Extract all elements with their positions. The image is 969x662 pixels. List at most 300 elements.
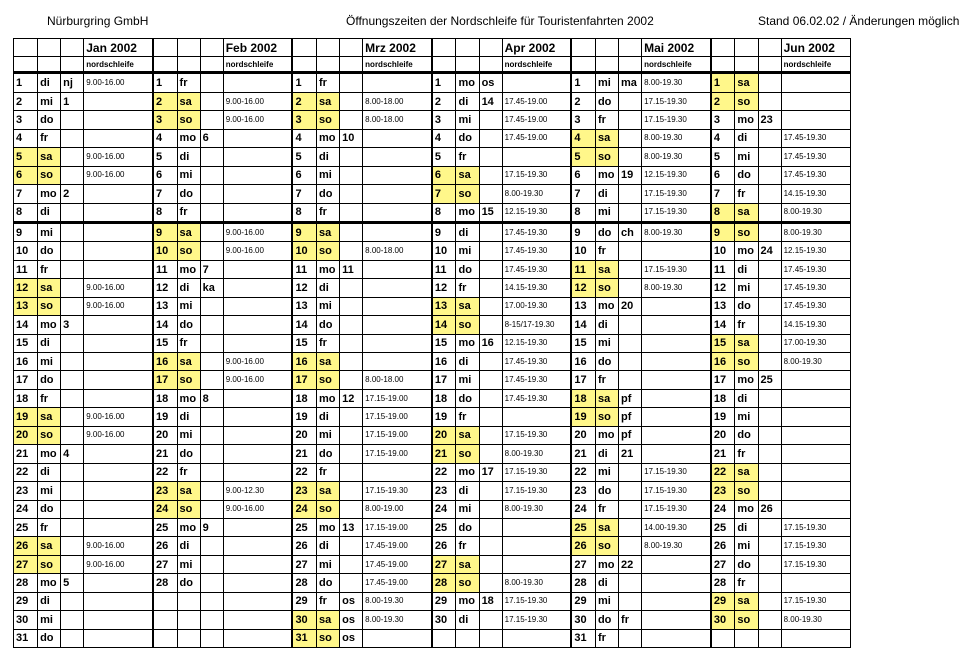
opening-hours xyxy=(781,389,850,407)
day-note xyxy=(200,166,223,184)
opening-hours xyxy=(363,203,432,222)
day-note xyxy=(61,279,84,297)
opening-hours xyxy=(502,629,571,647)
day-note xyxy=(200,426,223,444)
weekday: mo xyxy=(38,445,61,463)
opening-hours: 8.00-19.00 xyxy=(363,500,432,518)
opening-hours: 8.00-18.00 xyxy=(363,242,432,260)
day-number: 17 xyxy=(571,371,595,389)
weekday: mi xyxy=(38,222,61,241)
sub-header-blank xyxy=(456,57,479,73)
day-number: 4 xyxy=(14,129,38,147)
opening-hours: 17.15-19.30 xyxy=(502,611,571,629)
day-number: 18 xyxy=(432,389,456,407)
sub-header-blank xyxy=(177,57,200,73)
weekday: mo xyxy=(456,203,479,222)
opening-hours: 14.15-19.30 xyxy=(781,185,850,203)
weekday: sa xyxy=(38,279,61,297)
day-note xyxy=(200,73,223,92)
day-number: 12 xyxy=(14,279,38,297)
weekday: mi xyxy=(456,500,479,518)
day-number: 24 xyxy=(571,500,595,518)
opening-hours xyxy=(223,279,292,297)
day-note xyxy=(619,92,642,110)
opening-hours: 17.15-19.30 xyxy=(642,203,711,222)
day-note xyxy=(340,203,363,222)
weekday: fr xyxy=(317,203,340,222)
weekday: mi xyxy=(177,297,200,315)
opening-hours xyxy=(223,463,292,481)
day-number: 13 xyxy=(292,297,316,315)
opening-hours xyxy=(223,611,292,629)
day-note xyxy=(619,500,642,518)
day-number: 25 xyxy=(571,518,595,536)
day-number: 10 xyxy=(153,242,177,260)
weekday: mo xyxy=(38,574,61,592)
opening-hours: 8.00-19.30 xyxy=(781,222,850,241)
opening-hours xyxy=(502,408,571,426)
opening-hours xyxy=(84,92,153,110)
weekday: mi xyxy=(38,353,61,371)
day-number: 30 xyxy=(14,611,38,629)
day-note xyxy=(61,555,84,573)
month-header-blank xyxy=(456,39,479,57)
day-number: 23 xyxy=(153,482,177,500)
day-note xyxy=(758,129,781,147)
weekday: fr xyxy=(735,316,758,334)
weekday: fr xyxy=(317,73,340,92)
weekday: do xyxy=(735,297,758,315)
weekday: fr xyxy=(38,518,61,536)
opening-hours xyxy=(642,297,711,315)
opening-hours xyxy=(642,426,711,444)
opening-hours xyxy=(781,73,850,92)
day-note xyxy=(758,445,781,463)
weekday: di xyxy=(317,537,340,555)
day-number xyxy=(153,611,177,629)
day-number: 4 xyxy=(571,129,595,147)
day-number: 27 xyxy=(432,555,456,573)
day-number: 30 xyxy=(571,611,595,629)
opening-hours xyxy=(642,389,711,407)
weekday: so xyxy=(456,316,479,334)
opening-hours: 17.45-19.30 xyxy=(781,260,850,278)
day-number: 16 xyxy=(292,353,316,371)
weekday: mo xyxy=(595,297,618,315)
day-number: 21 xyxy=(292,445,316,463)
day-number: 11 xyxy=(432,260,456,278)
weekday: do xyxy=(38,111,61,129)
day-note xyxy=(61,389,84,407)
month-header: Feb 2002 xyxy=(223,39,292,57)
opening-hours: 17.15-19.30 xyxy=(642,92,711,110)
day-note xyxy=(200,371,223,389)
day-note xyxy=(758,574,781,592)
day-number: 20 xyxy=(14,426,38,444)
day-number xyxy=(711,629,735,647)
opening-hours xyxy=(223,166,292,184)
opening-hours xyxy=(363,334,432,352)
day-number: 1 xyxy=(571,73,595,92)
day-number: 28 xyxy=(571,574,595,592)
month-header-blank xyxy=(292,39,316,57)
opening-hours: 9.00-16.00 xyxy=(223,500,292,518)
day-number: 13 xyxy=(432,297,456,315)
day-note xyxy=(61,166,84,184)
day-number: 5 xyxy=(14,148,38,166)
day-number: 12 xyxy=(432,279,456,297)
weekday: mo xyxy=(595,555,618,573)
weekday: sa xyxy=(456,555,479,573)
day-note xyxy=(479,260,502,278)
day-number: 21 xyxy=(711,445,735,463)
day-note xyxy=(340,500,363,518)
opening-hours xyxy=(84,389,153,407)
day-number: 18 xyxy=(14,389,38,407)
day-number: 1 xyxy=(711,73,735,92)
opening-hours: 17.15-19.30 xyxy=(502,592,571,610)
opening-hours: 9.00-16.00 xyxy=(84,148,153,166)
opening-hours: 17.15-19.30 xyxy=(502,166,571,184)
month-header: Apr 2002 xyxy=(502,39,571,57)
weekday: mo xyxy=(38,316,61,334)
day-note xyxy=(479,316,502,334)
opening-hours xyxy=(642,445,711,463)
day-note xyxy=(479,518,502,536)
day-number: 4 xyxy=(432,129,456,147)
opening-hours xyxy=(781,408,850,426)
weekday: di xyxy=(595,185,618,203)
sub-header-blank xyxy=(735,57,758,73)
weekday: mi xyxy=(38,92,61,110)
month-header: Mrz 2002 xyxy=(363,39,432,57)
day-number: 5 xyxy=(153,148,177,166)
weekday: so xyxy=(177,111,200,129)
weekday: di xyxy=(735,129,758,147)
weekday: mi xyxy=(456,242,479,260)
weekday: di xyxy=(456,222,479,241)
weekday: di xyxy=(595,316,618,334)
day-number: 31 xyxy=(571,629,595,647)
opening-hours: 17.45-19.30 xyxy=(781,279,850,297)
weekday: fr xyxy=(38,129,61,147)
weekday: sa xyxy=(317,611,340,629)
opening-hours: 17.15-19.00 xyxy=(363,426,432,444)
day-note xyxy=(758,297,781,315)
day-note: ch xyxy=(619,222,642,241)
opening-hours xyxy=(642,611,711,629)
weekday: di xyxy=(177,537,200,555)
sub-header-blank xyxy=(153,57,177,73)
weekday: fr xyxy=(735,574,758,592)
weekday xyxy=(177,611,200,629)
day-note xyxy=(758,185,781,203)
opening-hours xyxy=(84,611,153,629)
sub-header-blank xyxy=(619,57,642,73)
sub-header-blank xyxy=(711,57,735,73)
weekday: di xyxy=(38,73,61,92)
day-note: ka xyxy=(200,279,223,297)
opening-hours: 17.15-19.30 xyxy=(781,592,850,610)
day-number: 14 xyxy=(153,316,177,334)
day-number: 7 xyxy=(432,185,456,203)
day-note xyxy=(200,222,223,241)
opening-hours xyxy=(642,353,711,371)
day-note xyxy=(200,353,223,371)
day-number: 16 xyxy=(711,353,735,371)
day-number: 17 xyxy=(153,371,177,389)
day-note xyxy=(340,185,363,203)
day-note xyxy=(758,426,781,444)
day-note: 18 xyxy=(479,592,502,610)
weekday: so xyxy=(317,629,340,647)
weekday: do xyxy=(38,500,61,518)
day-number: 29 xyxy=(711,592,735,610)
day-note: 6 xyxy=(200,129,223,147)
day-number: 31 xyxy=(14,629,38,647)
opening-hours: 9.00-16.00 xyxy=(84,297,153,315)
weekday: mi xyxy=(456,371,479,389)
day-note: pf xyxy=(619,408,642,426)
day-note xyxy=(61,111,84,129)
weekday: do xyxy=(38,242,61,260)
day-number: 5 xyxy=(711,148,735,166)
day-note xyxy=(479,129,502,147)
day-number: 23 xyxy=(711,482,735,500)
opening-hours: 17.15-19.30 xyxy=(781,537,850,555)
weekday: mi xyxy=(735,408,758,426)
weekday: mi xyxy=(456,111,479,129)
weekday: mo xyxy=(177,260,200,278)
opening-hours: 17.15-19.00 xyxy=(363,408,432,426)
day-note xyxy=(479,555,502,573)
weekday: sa xyxy=(735,592,758,610)
day-note xyxy=(758,482,781,500)
weekday: mo xyxy=(595,426,618,444)
weekday: di xyxy=(317,148,340,166)
weekday: mi xyxy=(177,166,200,184)
opening-hours: 17.45-19.30 xyxy=(502,353,571,371)
opening-hours xyxy=(223,629,292,647)
weekday: fr xyxy=(177,73,200,92)
day-number: 1 xyxy=(432,73,456,92)
weekday xyxy=(177,629,200,647)
company-name: Nürburgring GmbH xyxy=(47,14,149,28)
day-number: 24 xyxy=(292,500,316,518)
day-number: 5 xyxy=(292,148,316,166)
opening-hours xyxy=(223,148,292,166)
weekday: fr xyxy=(456,148,479,166)
weekday: do xyxy=(456,260,479,278)
weekday: mo xyxy=(38,185,61,203)
day-number: 13 xyxy=(571,297,595,315)
track-label: nordschleife xyxy=(363,57,432,73)
day-number: 7 xyxy=(153,185,177,203)
opening-hours: 9.00-12.30 xyxy=(223,482,292,500)
weekday: do xyxy=(317,574,340,592)
day-note xyxy=(479,279,502,297)
opening-hours: 8.00-19.30 xyxy=(781,611,850,629)
opening-hours: 17.00-19.30 xyxy=(502,297,571,315)
day-number xyxy=(153,592,177,610)
weekday: do xyxy=(735,426,758,444)
opening-hours xyxy=(781,371,850,389)
day-number: 30 xyxy=(432,611,456,629)
day-note xyxy=(61,203,84,222)
weekday: mi xyxy=(595,463,618,481)
day-number: 20 xyxy=(432,426,456,444)
day-number: 29 xyxy=(292,592,316,610)
day-number: 23 xyxy=(432,482,456,500)
opening-hours: 17.15-19.30 xyxy=(781,518,850,536)
day-number: 27 xyxy=(153,555,177,573)
weekday: di xyxy=(177,148,200,166)
day-note: os xyxy=(340,611,363,629)
weekday: di xyxy=(456,611,479,629)
day-number: 26 xyxy=(292,537,316,555)
opening-hours: 17.45-19.30 xyxy=(781,148,850,166)
day-note xyxy=(200,482,223,500)
day-number: 3 xyxy=(432,111,456,129)
weekday: so xyxy=(735,92,758,110)
day-number: 6 xyxy=(432,166,456,184)
opening-hours xyxy=(642,408,711,426)
day-number: 15 xyxy=(432,334,456,352)
day-note xyxy=(619,316,642,334)
day-note xyxy=(340,148,363,166)
opening-hours: 17.15-19.30 xyxy=(642,463,711,481)
weekday xyxy=(177,592,200,610)
weekday xyxy=(456,629,479,647)
day-note xyxy=(200,445,223,463)
opening-hours: 9.00-16.00 xyxy=(84,73,153,92)
weekday: fr xyxy=(595,371,618,389)
day-note xyxy=(61,242,84,260)
opening-hours: 17.15-19.30 xyxy=(502,426,571,444)
weekday: do xyxy=(177,185,200,203)
opening-hours xyxy=(223,555,292,573)
weekday: do xyxy=(177,574,200,592)
sub-header-blank xyxy=(595,57,618,73)
weekday: so xyxy=(735,611,758,629)
weekday: fr xyxy=(595,629,618,647)
day-number: 21 xyxy=(153,445,177,463)
day-number: 14 xyxy=(571,316,595,334)
weekday: mo xyxy=(456,334,479,352)
day-note xyxy=(61,260,84,278)
day-note: os xyxy=(479,73,502,92)
opening-hours: 8-15/17-19.30 xyxy=(502,316,571,334)
opening-hours xyxy=(84,518,153,536)
day-note xyxy=(340,371,363,389)
weekday: mo xyxy=(317,389,340,407)
weekday: di xyxy=(735,518,758,536)
weekday: sa xyxy=(735,334,758,352)
opening-hours: 17.45-19.30 xyxy=(502,242,571,260)
weekday: so xyxy=(735,222,758,241)
opening-hours xyxy=(781,500,850,518)
weekday: di xyxy=(456,353,479,371)
month-header: Mai 2002 xyxy=(642,39,711,57)
day-number: 11 xyxy=(292,260,316,278)
weekday: do xyxy=(735,555,758,573)
day-note xyxy=(61,148,84,166)
day-number: 6 xyxy=(153,166,177,184)
opening-hours: 8.00-19.30 xyxy=(502,185,571,203)
month-header-blank xyxy=(177,39,200,57)
opening-hours: 17.45-19.00 xyxy=(363,555,432,573)
weekday: do xyxy=(38,371,61,389)
weekday: sa xyxy=(317,222,340,241)
day-number: 9 xyxy=(292,222,316,241)
weekday: do xyxy=(317,185,340,203)
weekday: so xyxy=(595,148,618,166)
opening-hours: 9.00-16.00 xyxy=(84,537,153,555)
opening-hours xyxy=(223,537,292,555)
weekday: sa xyxy=(317,482,340,500)
weekday: do xyxy=(595,482,618,500)
day-number: 26 xyxy=(711,537,735,555)
day-note xyxy=(479,166,502,184)
opening-hours xyxy=(363,353,432,371)
weekday: sa xyxy=(595,129,618,147)
weekday: mi xyxy=(735,148,758,166)
opening-hours xyxy=(781,111,850,129)
day-note xyxy=(758,537,781,555)
day-note xyxy=(61,371,84,389)
day-number: 19 xyxy=(571,408,595,426)
opening-hours: 17.00-19.30 xyxy=(781,334,850,352)
weekday: sa xyxy=(735,463,758,481)
weekday: so xyxy=(456,445,479,463)
weekday: sa xyxy=(456,426,479,444)
day-number: 12 xyxy=(292,279,316,297)
day-note xyxy=(340,73,363,92)
opening-hours xyxy=(363,148,432,166)
weekday: mo xyxy=(595,166,618,184)
day-number: 15 xyxy=(711,334,735,352)
day-number: 12 xyxy=(153,279,177,297)
weekday: so xyxy=(38,555,61,573)
weekday: fr xyxy=(595,500,618,518)
opening-hours xyxy=(84,222,153,241)
day-number: 10 xyxy=(292,242,316,260)
weekday: di xyxy=(38,203,61,222)
weekday: mo xyxy=(317,518,340,536)
day-note xyxy=(479,500,502,518)
weekday: sa xyxy=(177,222,200,241)
month-header-blank xyxy=(595,39,618,57)
opening-hours xyxy=(223,297,292,315)
day-number: 12 xyxy=(571,279,595,297)
day-number: 4 xyxy=(711,129,735,147)
day-note xyxy=(340,463,363,481)
day-number: 2 xyxy=(432,92,456,110)
weekday: do xyxy=(456,518,479,536)
day-number: 25 xyxy=(153,518,177,536)
day-note xyxy=(479,611,502,629)
day-number: 11 xyxy=(571,260,595,278)
opening-hours: 17.15-19.30 xyxy=(502,463,571,481)
day-note xyxy=(61,222,84,241)
day-note xyxy=(61,482,84,500)
day-number xyxy=(432,629,456,647)
day-note: os xyxy=(340,592,363,610)
day-note xyxy=(619,185,642,203)
weekday: fr xyxy=(177,203,200,222)
day-number: 1 xyxy=(292,73,316,92)
weekday: sa xyxy=(177,482,200,500)
